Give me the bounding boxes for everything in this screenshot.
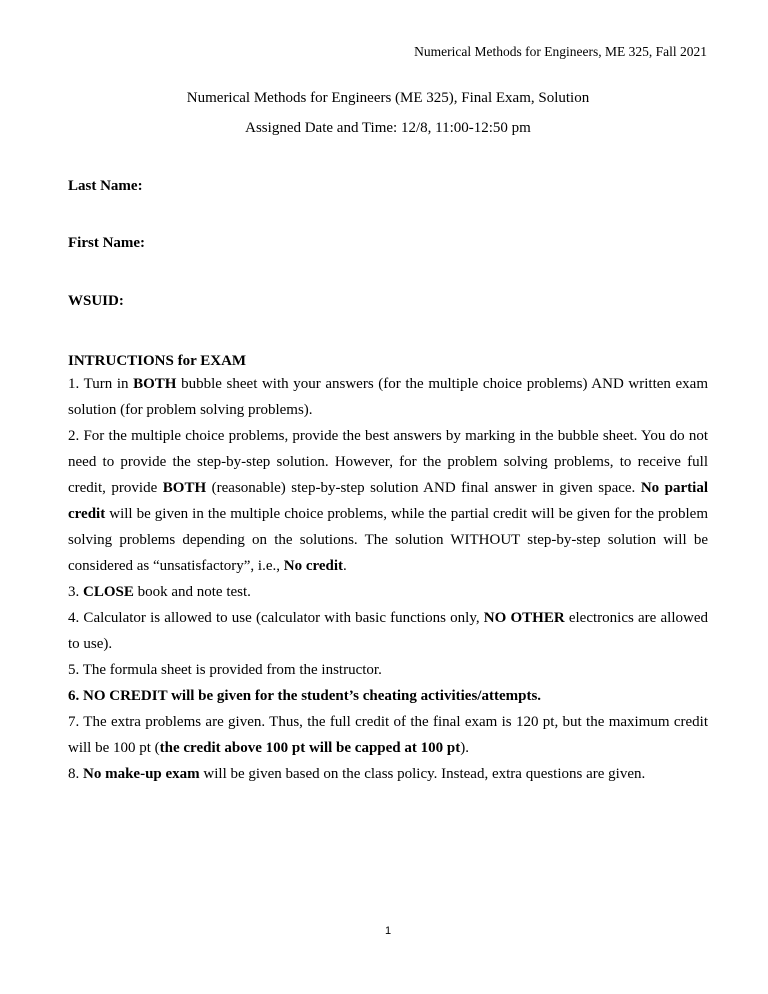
running-header: Numerical Methods for Engineers, ME 325, Fall 2021 [414,44,707,59]
text-run: ). [460,740,469,756]
bold-text: the credit above 100 pt will be capped at 100 pt [159,740,461,756]
instructions-section [68,352,708,787]
text-run: 4. Calculator is allowed to use (calculator with basic functions only, [68,610,484,626]
last-name-label: Last Name: [68,178,143,194]
text-run: 8. [68,766,83,782]
bold-text: BOTH [133,376,177,392]
bold-text: No partial credit [68,480,708,522]
text-run: 5. The formula sheet is provided from the instructor. [68,662,382,678]
text-run: (reasonable) step-by-step solution AND final answer in given space. [206,480,641,496]
instruction-item [68,423,708,579]
text-run: 3. [68,584,83,600]
wsuid-label: WSUID: [68,293,124,309]
instruction-item [68,709,708,761]
first-name-label: First Name: [68,235,146,251]
document-subtitle: Assigned Date and Time: 12/8, 11:00-12:50 pm [245,120,531,136]
bold-text: 6. NO CREDIT will be given for the student’s cheating activities/attempts. [68,688,542,704]
instructions-heading: INTRUCTIONS for EXAM [68,353,247,369]
instruction-item [68,579,708,605]
text-run: book and note test. [133,584,251,600]
text-run: 2. For the multiple choice problems, provide the best answers by marking in the bubble sheet. You do not need to provide the step-by-step solution. However, for the problem solving problems, to receive full credit, provide [68,428,708,496]
bold-text: CLOSE [83,584,134,600]
text-run: bubble sheet with your answers (for the multiple choice problems) AND written exam solution (for problem solving problems). [68,376,708,418]
instruction-item [68,761,708,787]
text-run: will be given based on the class policy. Instead, extra questions are given. [199,766,646,782]
document-title: Numerical Methods for Engineers (ME 325), Final Exam, Solution [186,90,590,106]
text-run: 7. The extra problems are given. Thus, the full credit of the final exam is 120 pt, but the maximum credit will be 100 pt ( [68,714,708,756]
text-run: . [343,558,347,574]
text-run: 1. Turn in [68,376,134,392]
instruction-item [68,657,708,683]
bold-text: NO OTHER [483,610,565,626]
bold-text: No make-up exam [83,766,200,782]
instruction-item [68,683,708,709]
instructions-list [68,371,708,787]
text-run: electronics are allowed to use). [68,610,708,652]
bold-text: BOTH [162,480,207,496]
instruction-item [68,371,708,423]
bold-text: No credit [283,558,344,574]
text-run: will be given in the multiple choice problems, while the partial credit will be given for the problem solving problems depending on the solutions. The solution WITHOUT step-by-step solution will be considered as “unsatisfactory”, i.e., [68,506,708,574]
page-number: 1 [384,925,392,937]
instruction-item [68,605,708,657]
